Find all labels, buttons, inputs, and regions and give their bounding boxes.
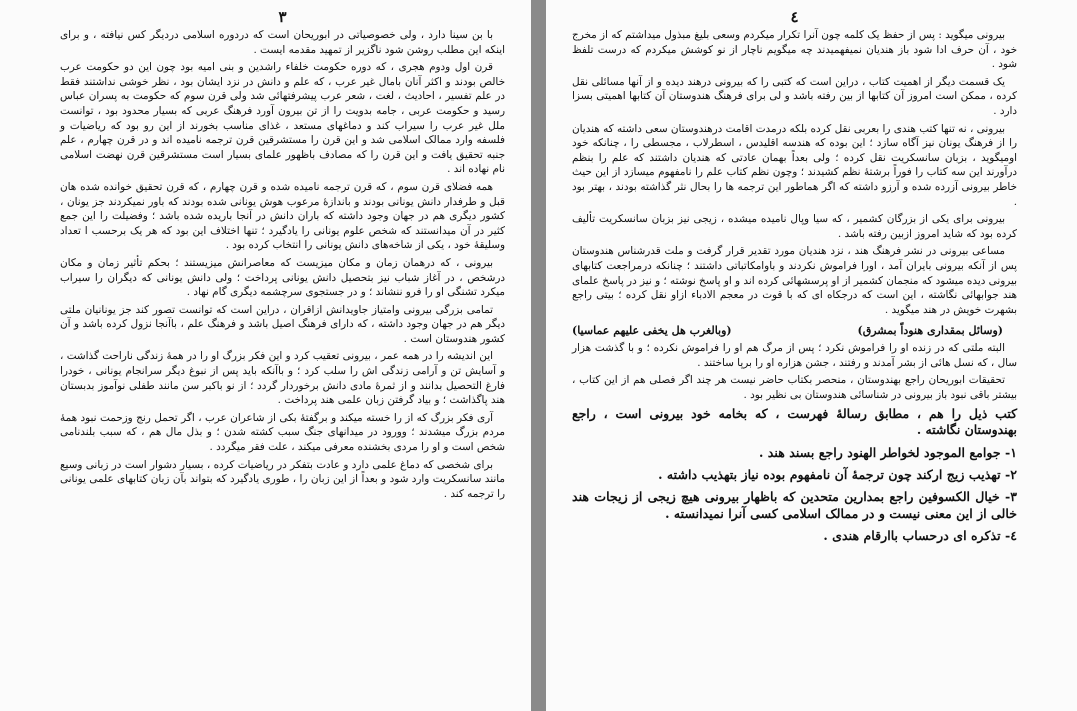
paragraph: بیرونی میگوید : پس از حفظ یک کلمه چون آنرا تکرار میکردم وسعی بلیغ مبذول میداشتم که از مخرج خود ، آن حرف ادا شود باز هندیان نمیفهمیدند چه میگویم ناچار از نو کوشش میکردم که درست تلفظ شود .	[572, 29, 1017, 71]
paragraph: مساعی بیرونی در نشر فرهنگ هند ، نزد هندیان مورد تقدیر قرار گرفت و ملت قدرشناس هندوستان پس از آنکه بیرونی بایران آمد ، اورا فراموش نکردند و باوامکاتباتی داشتند ؛ چنانکه درمراجعت کتابهای بیرونی دیده میشود که منجمان کشمیر از او پرسشهائی کرده اند و او پاسخ نوشته ؛ و نیز در پاسخ علمای هند جوابهائی نگاشته ، این است که درجکاه ای که با قوت در معجم الادباء ازاو نقل کرده ؛ بیتی راجع بشهرت خویش در هند میگوید .	[572, 245, 1017, 316]
list-item: ١- جوامع الموجود لخواطر الهنود راجع بسند هند .	[759, 444, 1017, 460]
page-number: ٤	[790, 8, 799, 26]
page-number: ٣	[278, 8, 287, 26]
paragraph: بیرونی برای یکی از بزرگان کشمیر ، که سیا وپال نامیده میشده ، زیجی نیز بزبان سانسکریت تألیف کرده بود که شاید امروز ازبین رفته باشد .	[572, 213, 1017, 240]
right-page	[546, 0, 1077, 711]
paragraph: بیرونی ، که درهمان زمان و مکان میزیست که معاصرانش میزیستند ؛ بحکم تأثیر زمان و مکان درشخص ، در آغاز شباب نیز بتحصیل دانش یونانی پرداخت ؛ ولی دانش یونانی که دیگران را سیراب میکرد تشنگی او را فرو ننشاند ؛ و در جستجوی سرچشمه دیگری گام نهاد .	[60, 256, 505, 299]
paragraph: آری فکر بزرگ که از را خسته میکند و برگفتهٔ بکی از شاعران عرب ، اگر تحمل رنج وزحمت نبود همهٔ مردم بزرگ میشدند ؛ وورود در میدانهای جنگ سبب کشته شدن ؛ و بذل مال هم ، که سبب بلندنامی شخص است و او را مردی بخشنده معرفی میکند ، علت فقر میگردد .	[60, 411, 505, 454]
list-item: ٤- تذکره ای درحساب باارقام هندی .	[823, 527, 1017, 543]
verse-heading	[572, 323, 1003, 339]
left-page	[0, 0, 531, 711]
paragraph: قرن اول ودوم هجری ، که دوره حکومت خلفاء راشدین و بنی امیه بود چون این دو حکومت عرب خالص بودند و اکثر آنان بامال غیر عرب ، که علم و دانش در نزد ایشان بود ، نظر خوشی نداشتند فقط در علم تفسیر ، احادیث ، لغت ، شعر عرب پیشرفتهائی شد ولی قرن سوم که حکومت به پسران عباس رسید و حکومت عربی ، جامه بدویت را از تن بیرون آورد فرهنگ عربی که بسیار محدود بود ، توانست ملل غیر عرب را سیراب کند و دماغهای مستعد ، غذای مناسب بخورند از این رو بود که ریاضیات و فلسفه وارد ممالک اسلامی شد و این قرن را مستشرقین قرن ترجمه نامیده اند و در قرن چهارم ، علم جنبه تحقیق یافت و این قرن را که مصادف باظهور علمای بسیار است مستشرقین قرن نهضت اسلامی نام نهاده اند .	[60, 61, 505, 176]
paragraph: تحقیقات ابوریحان راجع بهندوستان ، منحصر بکتاب حاضر نیست هر چند اگر فصلی هم از این کتاب ، بیشتر باقی نبود باز بیرونی در شناسائی هندوستان بی نظیر بود .	[572, 374, 1017, 402]
verse-hemistich-left: (وبالغرب هل یخفی علیهم عماسیا)	[572, 324, 732, 338]
list-item: ٣- خیال الکسوفین راجع بمدارین متحدین که باظهار بیرونی هیچ زیجی از زیجات هند خالی از این معنی نیست و در ممالک اسلامی کسی آنرا نمیدانسته .	[572, 488, 1017, 521]
paragraph: تمامی بزرگی بیرونی وامتیاز جاویدانش ازاقران ، دراین است که توانست تصور کند جز یونانیان ملتی دیگر هم در جهان وجود داشته ، که دارای فرهنگ اصیل باشد و فرهنگ علم ، باآنجا نزول کرده باشد و آن کشور هندوستان است .	[60, 303, 505, 345]
list-item: ٢- تهذیب زیج ارکند چون ترجمهٔ آن نامفهوم بوده نیاز بتهذیب داشته .	[658, 466, 1017, 482]
paragraph: همه فضلای قرن سوم ، که قرن ترجمه نامیده شده و قرن چهارم ، که قرن تحقیق خوانده شده هان قبل و طرفدار دانش یونانی بودند و باندازهٔ مرعوب هوش یونانی شده بودند که باور نمیکردند جز یونان ، کشور دیگری هم در جهان وجود داشته که باران دانش در آنجا باریده شده باشد ؛ وفضیلت را این جمع کثیر در آن میدانستند که شخص علوم یونانی را یادگیرد ؛ تنها اختلاف این بود که هر یک برحسب ا تعداد وسلیقهٔ خود ، یکی از شاخه‌های دانش یونانی را انتخاب کرده بود .	[60, 180, 505, 252]
bold-intro: کتب ذیل را هم ، مطابق رسالهٔ فهرست ، که بخامه خود بیرونی است ، راجع بهندوستان نگاشته .	[572, 405, 1017, 438]
paragraph: این اندیشه را در همه عمر ، بیرونی تعقیب کرد و این فکر بزرگ او را در همهٔ زندگی ناراحت گذاشت ، و آسایش تن و آرامی زندگی اش را سلب کرد ؛ و باآنکه باید پس از نبوغ دیگر سرانجام یونانی ، خودرا فارغ التحصیل بدانند و از ثمرهٔ مادی دانش برخوردار گردد ؛ از نو باکبر سن مانند طفلی نوآموز بدبستان هند پاگذاشت ؛ و بیاد گرفتن زبان علمی هند پرداخت .	[60, 350, 505, 407]
paragraph: برای شخصی که دماغ علمی دارد و عادت بتفکر در ریاضیات کرده ، بسیار دشوار است در زبانی وسیع مانند سانسکریت وارد شود و بعداً از این زبان را ، طوری یادگیرد که بتواند بآن زبان کتابهای علمی یونانی را ترجمه کند .	[60, 458, 505, 500]
verse-hemistich-right: (وسائل بمقداری هنوداً بمشرق)	[857, 324, 1003, 338]
paragraph: البته ملتی که در زنده او را فراموش نکرد ؛ پس از مرگ هم او را فراموش نکرده ؛ و با گذشت هزار سال ، که نسل هائی از بشر آمدند و رفتند ، جشن هزاره او را برپا ساختند .	[572, 342, 1017, 369]
paragraph: یک قسمت دیگر از اهمیت کتاب ، دراین است که کتبی را که بیرونی درهند دیده و از آنها مسائلی نقل کرده ، ممکن است امروز آن کتابها از بین رفته باشد و لی برای فرهنگ هندوستان آن کتابها اهمیتی بسزا دارد .	[572, 75, 1017, 117]
paragraph: بیرونی ، نه تنها کتب هندی را بعربی نقل کرده بلکه درمدت اقامت درهندوستان سعی داشته که هندیان را از فرهنگ یونان نیز آگاه سازد ؛ این بوده که هندسه اقلیدس ، اسطرلاب ، مجسطی را ، چنانکه خود اومیگوید ، بزبان سانسکریت نقل کرده ؛ ولی بعداً بهمان عادتی که هندیان داشتند که علم را بنظم درآورند این سه کتاب را فوراً برشتهٔ نظم کشیدند ؛ وچون نظم کتاب علم را نامفهوم میسازد از این حیث خاطر بیرونی آزرده شده و آرزو داشته که اگر هماطور این ترجمه ها را بحال نثر گذاشته بودند ، بهتر بود .	[572, 122, 1017, 208]
paragraph: با بن سینا دارد ، ولی خصوصیاتی در ابوریحان است که دردوره اسلامی دردیگر کس نیافته ، و برای اینکه این مطلب روشن شود ناگزیر از تمهید مقدمه ایست .	[60, 29, 505, 56]
